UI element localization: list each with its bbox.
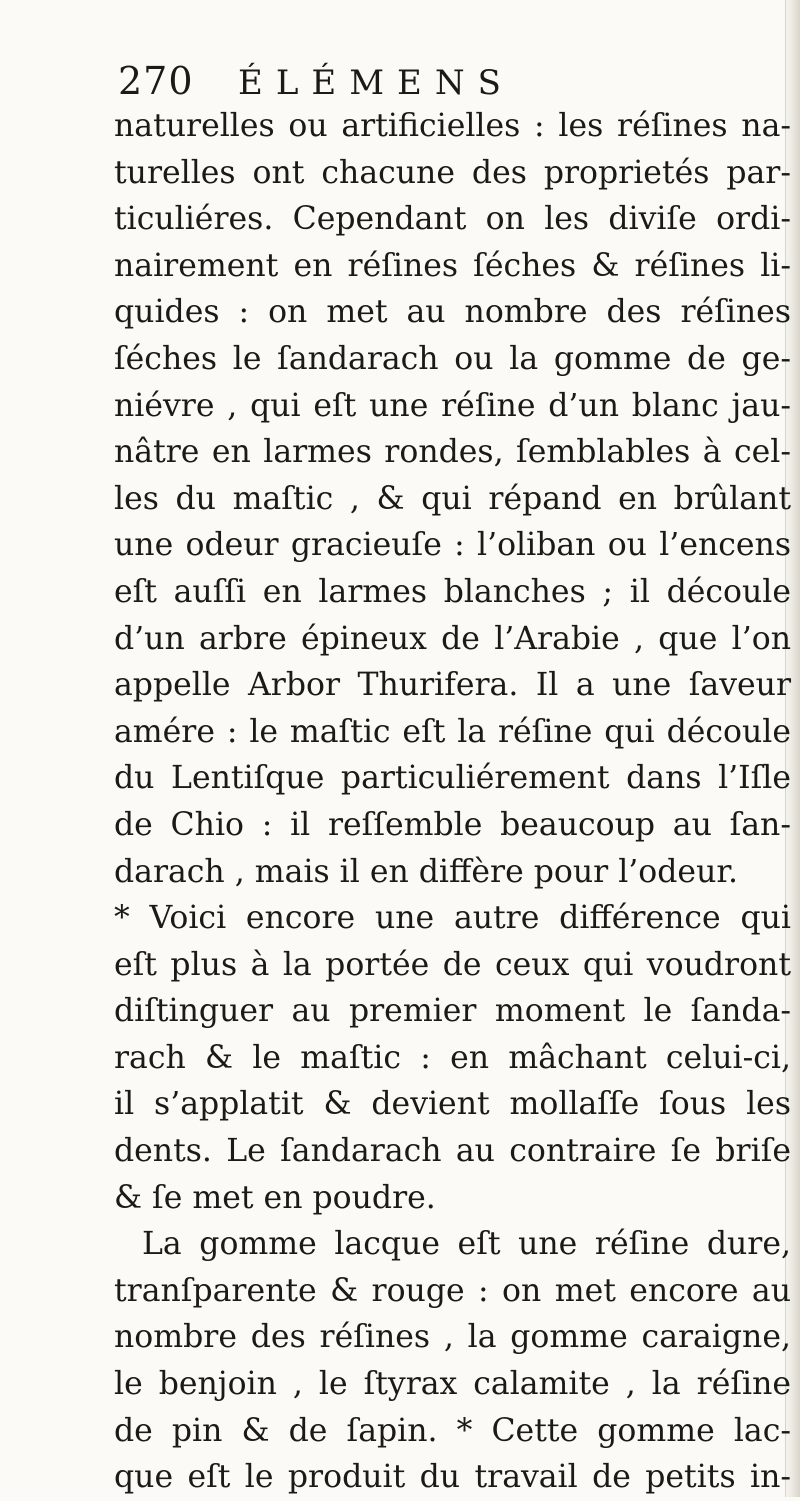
text-line: ſéches le ſandarach ou la gomme de ge- bbox=[114, 340, 791, 377]
text-line: de Chio : il reſſemble beaucoup au ſan- bbox=[114, 806, 791, 843]
text-line: il s’applatit & devient mollaſſe ſous les bbox=[114, 1086, 791, 1123]
text-line: & ſe met en poudre. bbox=[114, 1179, 436, 1216]
text-line: rach & le maſtic : en mâchant celui-ci, bbox=[114, 1039, 791, 1076]
text-line: une odeur gracieuſe : l’oliban ou l’encens bbox=[114, 527, 791, 564]
text-line: du Lentiſque particuliérement dans l’Iſle bbox=[114, 760, 791, 797]
text-line: d’un arbre épineux de l’Arabie , que l’on bbox=[114, 620, 791, 657]
text-line: * Voici encore une autre différence qui bbox=[114, 900, 791, 937]
text-line: nombre des réſines , la gomme caraigne, bbox=[114, 1319, 791, 1356]
text-line: amére : le maſtic eſt la réſine qui découle bbox=[114, 713, 791, 750]
text-line: turelles ont chacune des proprietés par- bbox=[114, 154, 791, 191]
body-text bbox=[114, 103, 791, 1501]
text-line: niévre , qui eſt une réſine d’un blanc jau- bbox=[114, 387, 791, 424]
text-line: darach , mais il en diffère pour l’odeur. bbox=[114, 853, 738, 890]
text-line: ticuliéres. Cependant on les diviſe ordi- bbox=[114, 201, 791, 238]
text-line: eſt auſſi en larmes blanches ; il découle bbox=[114, 573, 791, 610]
text-line: dents. Le ſandarach au contraire ſe briſe bbox=[114, 1133, 791, 1170]
running-title: ÉLÉMENS bbox=[238, 63, 514, 103]
text-line: La gomme lacque eſt une réſine dure, bbox=[142, 1226, 791, 1263]
text-line: de pin & de ſapin. * Cette gomme lac- bbox=[114, 1412, 791, 1449]
text-line: tranſparente & rouge : on met encore au bbox=[114, 1272, 791, 1309]
text-line: appelle Arbor Thurifera. Il a une ſaveur bbox=[114, 667, 791, 704]
text-line: les du maſtic , & qui répand en brûlant bbox=[114, 480, 791, 517]
text-line: nairement en réſines ſéches & réſines li- bbox=[114, 247, 791, 284]
text-line: eſt plus à la portée de ceux qui voudront bbox=[114, 946, 791, 983]
text-line: nâtre en larmes rondes, ſemblables à cel- bbox=[114, 434, 791, 471]
text-line: naturelles ou artificielles : les réſines na- bbox=[114, 108, 791, 144]
text-line: le benjoin , le ſtyrax calamite , la réſine bbox=[114, 1366, 791, 1403]
text-line: que eſt le produit du travail de petits in- bbox=[114, 1459, 791, 1496]
text-line: diſtinguer au premier moment le ſanda- bbox=[114, 993, 791, 1030]
page-number: 270 bbox=[118, 59, 194, 103]
text-line: quides : on met au nombre des réſines bbox=[114, 294, 791, 331]
